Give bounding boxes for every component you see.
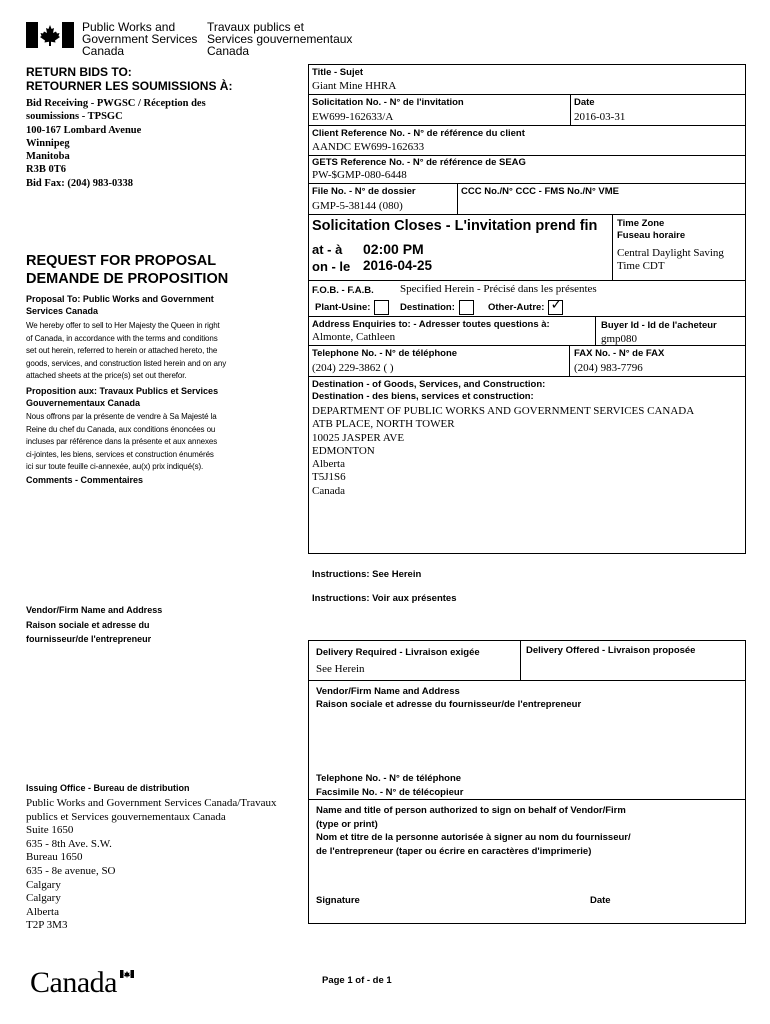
solicitation-value: EW699-162633/A xyxy=(312,111,394,123)
return-bids-title xyxy=(26,65,232,93)
issuing-address-line: 635 - 8th Ave. S.W. xyxy=(26,837,112,850)
title-label: Title - Sujet xyxy=(312,67,364,78)
vendor-label-line: Vendor/Firm Name and Address xyxy=(26,605,163,615)
ccc-number-label: CCC No./N° CCC - FMS No./N° VME xyxy=(461,186,620,197)
proposal-to-fr-line: Proposition aux: Travaux Publics et Services xyxy=(26,386,219,396)
destination-label: Destination: xyxy=(400,302,455,314)
file-number-value: GMP-5-38144 (080) xyxy=(312,200,403,212)
buyer-id-label: Buyer Id - Id de l'acheteur xyxy=(601,320,717,331)
fax-value: (204) 983-7796 xyxy=(574,362,643,374)
destination-option xyxy=(400,300,474,315)
vendor-label-line: Vendor/Firm Name and Address xyxy=(316,686,460,697)
destination-goods-address xyxy=(312,405,694,498)
offer-line: Nous offrons par la présente de vendre à Sa Majesté la xyxy=(26,412,217,421)
issuing-office-address xyxy=(26,797,277,933)
return-bids-address xyxy=(26,97,206,190)
issuing-office-label: Issuing Office - Bureau de distribution xyxy=(26,783,190,793)
address-line: Manitoba xyxy=(26,151,70,163)
dept-fr-line: Services gouvernementaux xyxy=(207,32,353,46)
gets-reference-value: PW-$GMP-080-6448 xyxy=(312,169,407,181)
plant-usine-option xyxy=(315,300,389,315)
tel-fax-line: Facsimile No. - N° de télécopieur xyxy=(316,786,464,798)
address-line: soumissions - TPSGC xyxy=(26,111,123,123)
tz-value-line: Time CDT xyxy=(617,260,665,272)
tz-value-line: Central Daylight Saving xyxy=(617,247,724,259)
address-line: Bid Receiving - PWGSC / Réception des xyxy=(26,98,206,109)
offer-line: attached sheets at the price(s) set out therefor. xyxy=(26,371,187,380)
offer-line: ici sur toute feuille ci-annexée, au(x) prix indiqué(s). xyxy=(26,462,204,471)
canada-wordmark xyxy=(30,966,140,1006)
issuing-address-line: Public Works and Government Services Canada/Travaux xyxy=(26,797,277,809)
destination-goods-label xyxy=(312,379,545,403)
destination-address-line: 10025 JASPER AVE xyxy=(312,431,405,444)
plant-usine-checkbox[interactable] xyxy=(374,300,389,315)
destination-goods-line: Destination - des biens, services et construction: xyxy=(312,391,534,402)
fob-value: Specified Herein - Précisé dans les présentes xyxy=(400,283,597,295)
other-autre-checkbox[interactable] xyxy=(548,297,563,315)
destination-address-line: T5J1S6 xyxy=(312,471,346,484)
offer-line: Reine du chef du Canada, aux conditions énoncées ou xyxy=(26,424,216,434)
wordmark-flag-icon xyxy=(120,970,134,978)
time-zone-label xyxy=(617,218,685,242)
issuing-address-line: Alberta xyxy=(26,905,59,918)
vendor-label-line: fournisseur/de l'entrepreneur xyxy=(26,634,152,644)
offer-text-en xyxy=(26,320,226,383)
offer-text-fr xyxy=(26,411,217,474)
time-zone-value xyxy=(617,247,724,273)
closing-time-value: 02:00 PM xyxy=(363,241,424,257)
destination-goods-line: Destination - of Goods, Services, and Construction: xyxy=(312,379,546,390)
address-enquiries-value: Almonte, Cathleen xyxy=(312,331,396,343)
date-label: Date xyxy=(574,97,595,108)
closing-date-label: on - le xyxy=(312,259,351,274)
signature-date-label: Date xyxy=(590,895,611,906)
issuing-address-line: T2P 3M3 xyxy=(26,919,68,932)
vendor-name-label-right xyxy=(316,685,581,711)
auth-label-line: de l'entrepreneur (taper ou écrire en caractères d'imprimerie) xyxy=(316,845,592,857)
address-enquiries-label: Address Enquiries to: - Adresser toutes questions à: xyxy=(312,319,550,330)
rfp-title-fr: DEMANDE DE PROPOSITION xyxy=(26,271,229,287)
signature-label: Signature xyxy=(316,895,360,906)
address-line: 100-167 Lombard Avenue xyxy=(26,124,142,136)
dept-en-line: Government Services xyxy=(82,32,198,46)
instructions-en: Instructions: See Herein xyxy=(312,569,422,580)
instructions-fr: Instructions: Voir aux présentes xyxy=(312,593,457,604)
solicitation-label: Solicitation No. - N° de l'invitation xyxy=(312,97,464,108)
issuing-address-line: publics et Services gouvernementaux Canada xyxy=(26,810,226,823)
offer-line: We hereby offer to sell to Her Majesty the Queen in right xyxy=(26,321,220,330)
vendor-label-line: Raison sociale et adresse du fournisseur/de l'entrepreneur xyxy=(316,699,582,710)
proposal-to-en-line: Services Canada xyxy=(26,306,99,316)
delivery-offered-label: Delivery Offered - Livraison proposée xyxy=(526,645,696,656)
fob-label: F.O.B. - F.A.B. xyxy=(312,285,374,296)
delivery-required-value: See Herein xyxy=(316,663,365,675)
dept-en-line: Public Works and xyxy=(82,20,176,34)
return-bids-title-line: RETOURNER LES SOUMISSIONS À: xyxy=(26,79,233,93)
tz-label-line: Fuseau horaire xyxy=(617,230,686,241)
department-name-en xyxy=(82,21,197,57)
client-reference-label: Client Reference No. - N° de référence du client xyxy=(312,128,525,139)
proposal-to-fr-line: Gouvernementaux Canada xyxy=(26,398,141,408)
destination-address-line: DEPARTMENT OF PUBLIC WORKS AND GOVERNMENT SERVICES CANADA xyxy=(312,405,695,417)
offer-line: ci-jointes, les biens, services et construction énumérés xyxy=(26,449,214,459)
file-number-label: File No. - N° de dossier xyxy=(312,186,416,197)
dept-en-line: Canada xyxy=(82,44,125,58)
issuing-address-line: 635 - 8e avenue, SO xyxy=(26,864,116,877)
destination-address-line: ATB PLACE, NORTH TOWER xyxy=(312,418,455,431)
address-line: R3B 0T6 xyxy=(26,164,66,176)
proposal-to-fr xyxy=(26,385,218,409)
telephone-fax-label xyxy=(316,772,463,799)
proposal-to-en-line: Proposal To: Public Works and Government xyxy=(26,294,214,304)
auth-label-line: (type or print) xyxy=(316,818,378,830)
closing-time-label: at - à xyxy=(312,242,343,257)
buyer-id-value: gmp080 xyxy=(601,333,638,345)
issuing-address-line: Calgary xyxy=(26,878,61,891)
vendor-name-label-left xyxy=(26,603,162,647)
rfp-title-en: REQUEST FOR PROPOSAL xyxy=(26,253,217,269)
return-bids-title-line: RETURN BIDS TO: xyxy=(26,65,132,79)
destination-address-line: EDMONTON xyxy=(312,444,375,457)
date-value: 2016-03-31 xyxy=(574,111,626,123)
offer-line: incluses par référence dans la présente et aux annexes xyxy=(26,437,218,446)
title-value: Giant Mine HHRA xyxy=(312,80,397,92)
proposal-to-en xyxy=(26,293,214,317)
solicitation-closes-title: Solicitation Closes - L'invitation prend fin xyxy=(312,218,598,234)
dept-fr-line: Travaux publics et xyxy=(207,20,304,34)
issuing-address-line: Calgary xyxy=(26,892,61,905)
comments-label: Comments - Commentaires xyxy=(26,475,144,485)
other-autre-label: Other-Autre: xyxy=(488,302,545,314)
destination-address-line: Canada xyxy=(312,484,345,497)
plant-usine-label: Plant-Usine: xyxy=(315,302,371,314)
offer-line: of Canada, in accordance with the terms and conditions xyxy=(26,333,218,343)
other-autre-option xyxy=(488,297,563,315)
vendor-label-line: Raison sociale et adresse du xyxy=(26,619,150,630)
auth-label-line: Name and title of person authorized to sign on behalf of Vendor/Firm xyxy=(316,805,626,816)
delivery-required-label: Delivery Required - Livraison exigée xyxy=(316,647,480,658)
destination-checkbox[interactable] xyxy=(459,300,474,315)
issuing-address-line: Bureau 1650 xyxy=(26,851,83,864)
tel-fax-line: Telephone No. - N° de téléphone xyxy=(316,773,462,784)
destination-address-line: Alberta xyxy=(312,458,345,471)
authorized-person-label xyxy=(316,804,631,858)
dept-fr-line: Canada xyxy=(207,44,250,58)
address-line: Bid Fax: (204) 983-0338 xyxy=(26,177,134,189)
checkmark-icon: ✓ xyxy=(550,297,563,313)
issuing-address-line: Suite 1650 xyxy=(26,824,74,837)
offer-line: set out herein, referred to herein or attached hereto, the xyxy=(26,346,218,355)
canada-wordmark-text: Canada xyxy=(30,966,117,999)
auth-label-line: Nom et titre de la personne autorisée à signer au nom du fournisseur/ xyxy=(316,832,631,843)
telephone-label: Telephone No. - N° de téléphone xyxy=(312,348,458,359)
offer-line: goods, services, and construction listed herein and on any xyxy=(26,358,227,368)
department-name-fr xyxy=(207,21,352,57)
page-number: Page 1 of - de 1 xyxy=(322,975,392,986)
fax-label: FAX No. - N° de FAX xyxy=(574,348,665,359)
closing-date-value: 2016-04-25 xyxy=(363,258,433,273)
gets-reference-label: GETS Reference No. - N° de référence de SEAG xyxy=(312,157,526,168)
canada-flag-icon xyxy=(26,22,74,48)
tz-label-line: Time Zone xyxy=(617,218,665,229)
telephone-value: (204) 229-3862 ( ) xyxy=(312,362,394,374)
client-reference-value: AANDC EW699-162633 xyxy=(312,141,425,153)
address-line: Winnipeg xyxy=(26,137,70,149)
